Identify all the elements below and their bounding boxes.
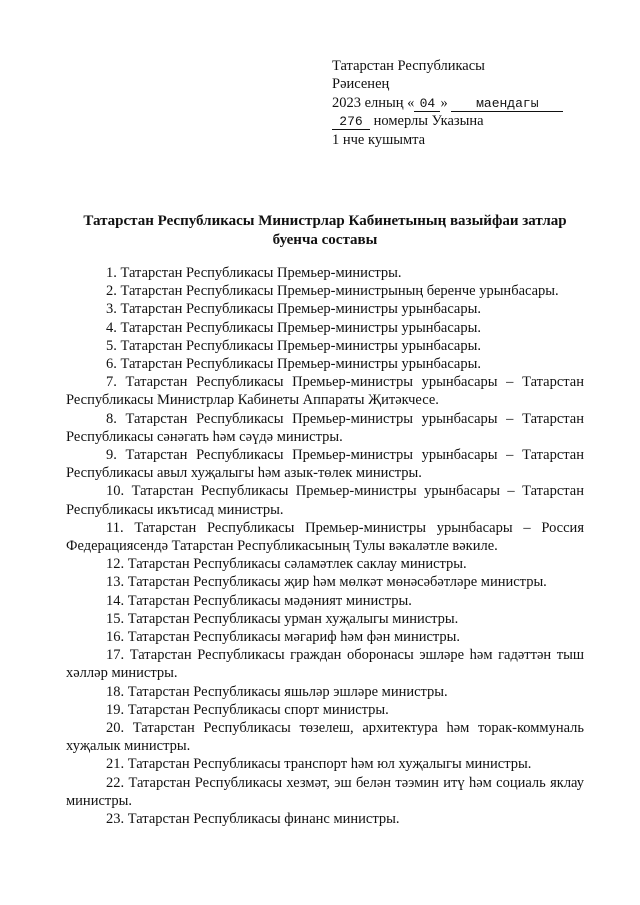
- list-item: 10. Татарстан Республикасы Премьер-министры урынбасары – Татарстан Республикасы икътисад министры.: [66, 483, 584, 518]
- list-item: 5. Татарстан Республикасы Премьер-министры урынбасары.: [106, 337, 481, 354]
- list-item: 6. Татарстан Республикасы Премьер-министры урынбасары.: [106, 356, 481, 373]
- list-item: 18. Татарстан Республикасы яшьләр эшләре министры.: [106, 683, 448, 700]
- list-item: 8. Татарстан Республикасы Премьер-министры урынбасары – Татарстан Республикасы сәнәгать һәм сәүдә министры.: [66, 410, 584, 445]
- list-item: 4. Татарстан Республикасы Премьер-министры урынбасары.: [106, 319, 481, 336]
- list-item: 21. Татарстан Республикасы транспорт һәм юл хуҗалыгы министры.: [106, 756, 532, 773]
- list-item: 16. Татарстан Республикасы мәгариф һәм фән министры.: [106, 629, 461, 646]
- annex-line-number: [332, 112, 602, 130]
- document-title: Татарстан Республикасы Министрлар Кабинетының вазыйфаи затлар буенча составы: [83, 213, 567, 248]
- officials-list: [66, 264, 584, 828]
- annex-line-appendix: 1 нче кушымта: [332, 131, 426, 148]
- annex-line-date: [332, 94, 602, 112]
- list-item: 1. Татарстан Республикасы Премьер-министры.: [106, 265, 402, 281]
- list-item: 20. Татарстан Республикасы төзелеш, архитектура һәм торак-коммуналь хуҗалык министры.: [66, 720, 584, 755]
- list-item: 19. Татарстан Республикасы спорт министры.: [106, 701, 389, 718]
- list-item: 22. Татарстан Республикасы хезмәт, эш белән тәэмин итү һәм социаль яклау министры.: [66, 774, 584, 809]
- annex-year-prefix: 2023 елның «: [332, 94, 415, 111]
- annex-quote-close: »: [440, 94, 448, 111]
- list-item: 7. Татарстан Республикасы Премьер-министры урынбасары – Татарстан Республикасы Министрлар Кабинеты Аппараты Җитәкчесе.: [66, 374, 584, 409]
- list-item: 13. Татарстан Республикасы җир һәм мөлкәт мөнәсәбәтләре министры.: [106, 574, 547, 591]
- annex-number-field: 276: [332, 114, 370, 130]
- list-item: 14. Татарстан Республикасы мәдәният министры.: [106, 592, 412, 609]
- annex-month-field: маендагы: [451, 96, 563, 112]
- list-item: 3. Татарстан Республикасы Премьер-министры урынбасары.: [106, 301, 481, 318]
- annex-line-republic: Татарстан Республикасы: [332, 58, 485, 74]
- list-item: 17. Татарстан Республикасы граждан оборонасы эшләре һәм гадәттән тыш хәлләр министры.: [66, 647, 584, 682]
- list-item: 11. Татарстан Республикасы Премьер-министры урынбасары – Россия Федерациясендә Татарстан Республикасының Тулы вәкаләтле вәкиле.: [66, 519, 584, 555]
- list-item: 9. Татарстан Республикасы Премьер-министры урынбасары – Татарстан Республикасы авыл хуҗалыгы һәм азык-төлек министры.: [66, 447, 584, 482]
- annex-header: [332, 57, 602, 149]
- annex-number-suffix: номерлы Указына: [373, 113, 484, 130]
- annex-line-head: Рәисенең: [332, 76, 390, 93]
- list-item: 2. Татарстан Республикасы Премьер-министрының беренче урынбасары.: [106, 283, 559, 300]
- annex-day-field: 04: [414, 96, 440, 112]
- list-item: 23. Татарстан Республикасы финанс министры.: [106, 811, 400, 828]
- list-item: 15. Татарстан Республикасы урман хуҗалыгы министры.: [106, 610, 459, 627]
- list-item: 12. Татарстан Республикасы сәламәтлек саклау министры.: [106, 556, 467, 573]
